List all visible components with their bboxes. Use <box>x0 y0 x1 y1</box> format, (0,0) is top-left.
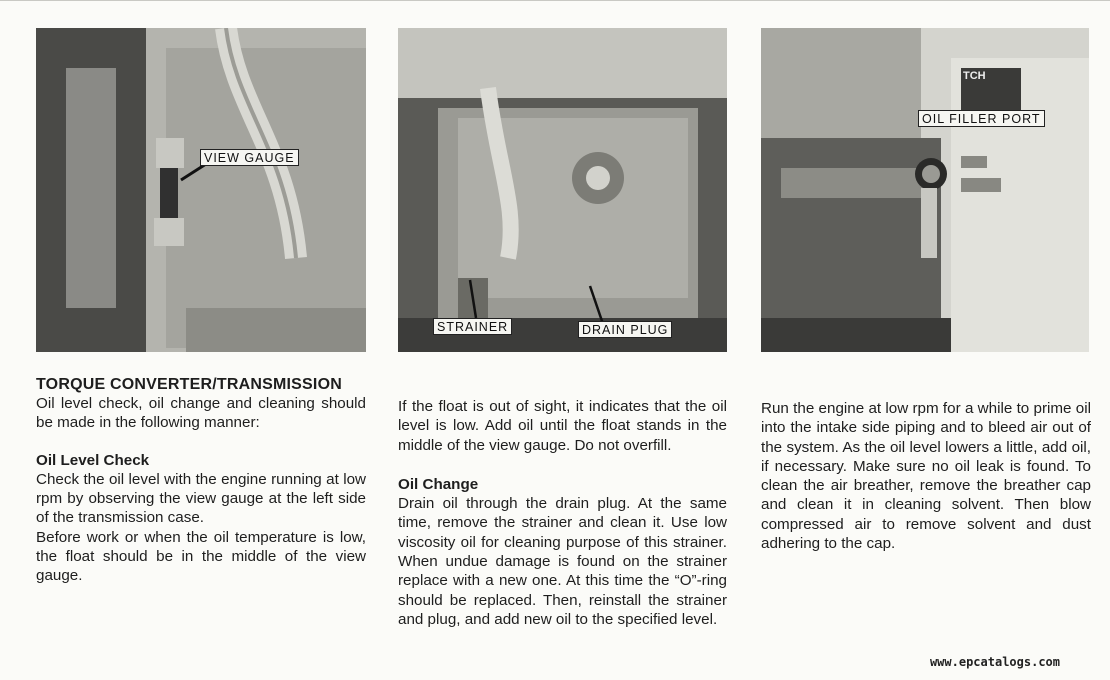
text-column-3 <box>761 399 1091 553</box>
oil-level-check-heading: Oil Level Check <box>36 451 150 469</box>
photo-view-gauge <box>36 28 366 352</box>
oil-level-check-paragraph-1: Check the oil level with the engine running at low rpm by observing the view gauge at the left side of the transmission case. <box>36 470 366 527</box>
section-title: TORQUE CONVERTER/TRANSMISSION <box>36 376 342 393</box>
oil-change-heading: Oil Change <box>398 475 479 493</box>
text-column-2 <box>398 397 727 629</box>
oil-change-paragraph: Drain oil through the drain plug. At the same time, remove the strainer and clean it. Use low viscosity oil for cleaning purpose of this strainer. When undue damage is found on the strainer replace with a new one. At this time the “O”-ring should be replaced. Then, reinstall the strainer and plug, and add new oil to the specified level. <box>398 495 727 628</box>
view-gauge-callout: VIEW GAUGE <box>200 149 299 166</box>
drain-plug-callout: DRAIN PLUG <box>578 321 672 338</box>
oil-filler-port-callout: OIL FILLER PORT <box>918 110 1045 127</box>
photo-strainer-drain-plug <box>398 28 727 352</box>
float-note-paragraph: If the float is out of sight, it indicates that the oil level is low. Add oil until the float stands in the middle of the view gauge. Do not overfill. <box>398 398 727 454</box>
text-column-1 <box>36 375 366 586</box>
footer-url[interactable]: www.epcatalogs.com <box>929 655 1060 669</box>
intro-paragraph: Oil level check, oil change and cleaning should be made in the following manner: <box>36 395 366 432</box>
photo-oil-filler-port <box>761 28 1089 352</box>
top-rule <box>0 0 1110 1</box>
nameplate-text: TCH <box>963 70 986 82</box>
run-engine-paragraph: Run the engine at low rpm for a while to prime oil into the intake side piping and to bleed air out of the system. As the oil level lowers a little, add oil, if necessary. Make sure no oil leak is found. To clean the air breather, remove the breather cap and clean it in cleaning solvent. Then blow compressed air to remove solvent and dust adhering to the cap. <box>761 400 1091 553</box>
strainer-callout: STRAINER <box>433 318 512 335</box>
oil-level-check-paragraph-2: Before work or when the oil temperature is low, the float should be in the middle of the view gauge. <box>36 528 366 585</box>
